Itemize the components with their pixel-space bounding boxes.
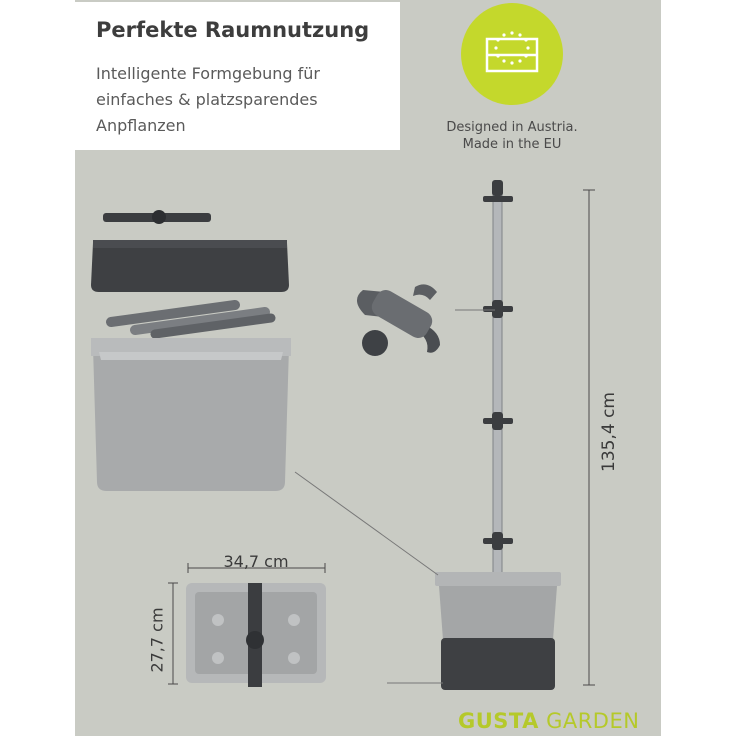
top-view-illustration — [186, 583, 326, 687]
badge-caption-line-1: Designed in Austria. — [446, 120, 578, 135]
rods-illustration — [111, 305, 271, 334]
brand-name-part-2: GARDEN — [546, 709, 640, 733]
depth-dimension: 27,7 cm — [147, 607, 167, 673]
subtitle-line-2: einfaches & platzsparendes — [96, 90, 318, 109]
brand-name-part-1: GUSTA — [458, 709, 539, 733]
subtitle-line-1: Intelligente Formgebung für — [96, 64, 320, 83]
brand-logo — [458, 709, 639, 733]
tray-illustration — [91, 240, 289, 292]
headline: Perfekte Raumnutzung — [96, 18, 370, 42]
subtitle-line-3: Anpflanzen — [96, 116, 186, 135]
width-dimension: 34,7 cm — [223, 552, 289, 571]
clip-illustration — [357, 284, 440, 356]
assembled-planter-illustration — [435, 572, 561, 690]
connector-bar-illustration — [103, 210, 211, 224]
badge-caption-line-2: Made in the EU — [462, 137, 562, 152]
trellis-illustration — [483, 180, 513, 580]
pot-illustration — [91, 338, 291, 491]
product-infographic — [75, 0, 661, 736]
height-dimension: 135,4 cm — [599, 392, 619, 472]
